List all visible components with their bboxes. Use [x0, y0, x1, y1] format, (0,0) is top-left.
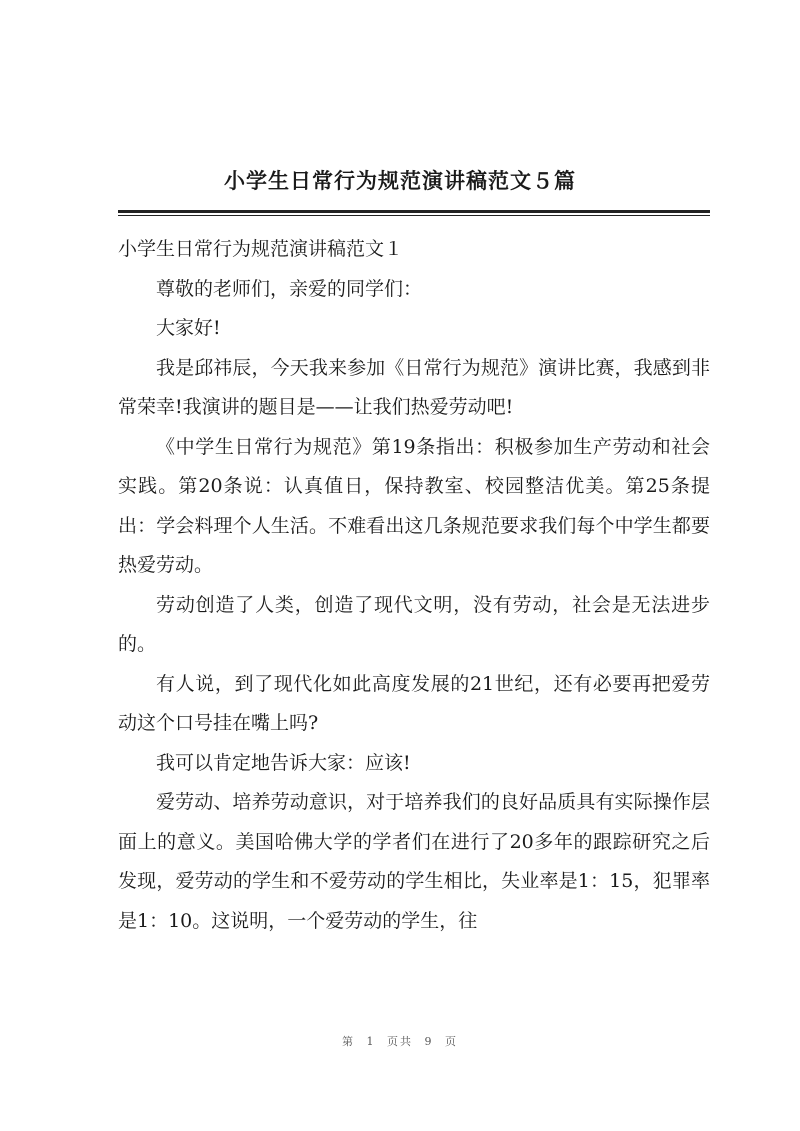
document-title: 小学生日常行为规范演讲稿范文５篇 [224, 168, 576, 193]
page-footer [0, 1033, 800, 1049]
paragraph: 我是邱祎辰，今天我来参加《日常行为规范》演讲比赛，我感到非常荣幸!我演讲的题目是——让我们热爱劳动吧! [118, 356, 710, 418]
section-heading: 小学生日常行为规范演讲稿范文１ [118, 238, 404, 260]
footer-prefix: 第 [342, 1035, 355, 1048]
footer-page-number: 1 [366, 1035, 376, 1048]
paragraph: 劳动创造了人类，创造了现代文明，没有劳动，社会是无法进步的。 [118, 593, 710, 655]
title-divider-thick [118, 210, 710, 213]
document-body [118, 230, 710, 941]
paragraph: 尊敬的老师们，亲爱的同学们： [156, 277, 423, 300]
paragraph: 大家好! [156, 317, 221, 339]
footer-mid: 页共 [387, 1035, 413, 1048]
paragraph: 我可以肯定地告诉大家：应该! [156, 751, 411, 774]
paragraph: 爱劳动、培养劳动意识，对于培养我们的良好品质具有实际操作层面上的意义。美国哈佛大学的学者们在进行了20多年的跟踪研究之后发现，爱劳动的学生和不爱劳动的学生相比，失业率是1：15，犯罪率是1：10。这说明，一个爱劳动的学生，往 [118, 791, 710, 932]
footer-total-pages: 9 [424, 1035, 434, 1048]
paragraph: 《中学生日常行为规范》第19条指出：积极参加生产劳动和社会实践。第20条说：认真值日，保持教室、校园整洁优美。第25条提出：学会料理个人生活。不难看出这几条规范要求我们每个中学生都要热爱劳动。 [118, 435, 710, 576]
paragraph: 有人说，到了现代化如此高度发展的21世纪，还有必要再把爱劳动这个口号挂在嘴上吗? [118, 672, 710, 734]
footer-suffix: 页 [445, 1035, 458, 1048]
title-divider-thin [118, 215, 710, 216]
